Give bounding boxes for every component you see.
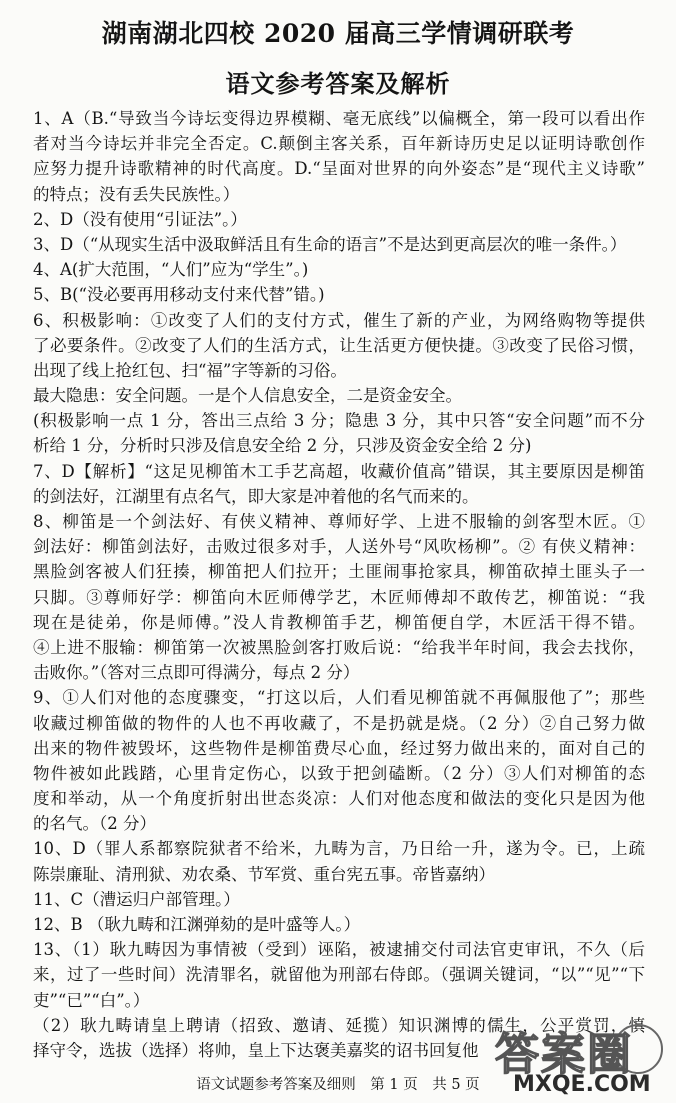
body-line: 13、（1）耿九畴因为事情被（受到）诬陷，被逮捕交付司法官吏审讯，不久（后: [33, 940, 645, 960]
body-line: 析给 1 分，分析时只涉及信息安全给 2 分，只涉及资金安全给 2 分): [33, 436, 532, 456]
body-line: 9、①人们对他的态度骤变，“打这以后，人们看见柳笛就不再佩服他了”；那些: [33, 688, 645, 708]
body-line: 11、C（漕运归户部管理。）: [33, 889, 240, 909]
body-line: 1、A（B.“导致当今诗坛变得边界模糊、毫无底线”以偏概全，第一段可以看出作: [33, 109, 645, 128]
body-line: 最大隐患：安全问题。一是个人信息安全，二是资金安全。: [33, 386, 462, 406]
body-line: 出来的物件被毁坏，这些物件是柳笛费尽心血，经过努力做出来的，面对自己的: [33, 738, 645, 758]
body-line: 5、B(“没必要再用移动支付来代替”错。): [33, 285, 325, 305]
body-line: 4、A(扩大范围，“人们”应为“学生”。): [33, 260, 309, 280]
watermark-url: MXQE.COM: [513, 1072, 651, 1097]
body-line: 8、柳笛是一个剑法好、有侠义精神、尊师好学、上进不服输的剑客型木匠。①: [33, 512, 645, 531]
body-line: 的剑法好，江湖里有点名气，即大家是冲着他的名气而来的。: [33, 486, 479, 506]
watermark-logo-text: 答案圈: [495, 1029, 633, 1080]
body-line: 来，过了一些时间）洗清罪名，就留他为刑部右侍郎。（强调关键词，“以”“见”“下: [33, 965, 645, 985]
body-line: 度和举动，从一个角度折射出世态炎凉：人们对他态度和做法的变化只是因为他: [33, 789, 645, 809]
body-line: 收藏过柳笛做的物件的人也不再收藏了，不是扔就是烧。（2 分）②自己努力做: [33, 713, 645, 733]
body-line: 择守令，选拔（选择）将帅，皇上下达褒美嘉奖的诏书回复他: [33, 1040, 479, 1060]
body-line: 2、D（没有使用“引证法”。）: [33, 209, 247, 229]
body-line: 了必要条件。②改变了人们的生活方式，让生活更方便快捷。③改变了民俗习惯，: [33, 335, 645, 355]
page-footer: 语文试题参考答案及细则 第 1 页 共 5 页: [196, 1077, 480, 1093]
body-line: 者对当今诗坛并非完全否定。C.颠倒主客关系，百年新诗历史足以证明诗歌创作: [33, 134, 645, 154]
body-line: 的名气。（2 分）: [33, 814, 156, 834]
body-line: 黑脸剑客被人们狂揍，柳笛把人们拉开；土匪闹事抢家具，柳笛砍掉土匪头子一: [33, 562, 645, 582]
body-line: 出现了线上抢红包、扫“福”字等新的习俗。: [33, 360, 347, 380]
body-line: 剑法好：柳笛剑法好，击败过很多对手，人送外号“风吹杨柳”。② 有侠义精神：: [33, 537, 645, 557]
document-subtitle: 语文参考答案及解析: [225, 69, 451, 98]
body-line: 只脚。③尊师好学：柳笛向木匠师傅学艺，木匠师傅却不敢传艺，柳笛说：“我: [33, 587, 645, 607]
document-title: 湖南湖北四校 2020 届高三学情调研联考: [101, 19, 575, 48]
body-line: 现在是徒弟，你是师傅。”没人肯教柳笛手艺，柳笛便自学，木匠活干得不错。: [33, 612, 645, 632]
body-line: 应努力提升诗歌精神的时代高度。D.“呈面对世界的向外姿态”是“现代主义诗歌”: [33, 159, 645, 179]
site-watermark: [495, 1012, 670, 1100]
body-line: 的特点；没有丢失民族性。）: [33, 184, 240, 204]
answer-body: [33, 106, 645, 1063]
body-line: 击败你。”（答对三点即可得满分，每点 2 分）: [33, 663, 360, 683]
body-line: (积极影响一点 1 分，答出三点给 3 分；隐患 3 分，其中只答“安全问题”而不分: [33, 411, 645, 431]
body-line: 12、B （耿九畴和江渊弹劾的是叶盛等人。）: [33, 915, 361, 934]
body-line: 物件被如此践踏，心里肯定伤心，以致于把剑磕断。（2 分）③人们对柳笛的态: [33, 763, 645, 783]
body-line: 3、D（“从现实生活中汲取鲜活且有生命的语言”不是达到更高层次的唯一条件。）: [33, 234, 627, 254]
body-line: 7、D【解析】“这足见柳笛木工手艺高超，收藏价值高”错误，其主要原因是柳笛: [33, 461, 645, 481]
body-line: （2）耿九畴请皇上聘请（招致、邀请、延揽）知识渊博的儒生，公平赏罚，慎: [33, 1015, 645, 1035]
body-line: ④上进不服输：柳笛第一次被黑脸剑客打败后说：“给我半年时间，我会去找你，: [33, 637, 645, 657]
body-line: 吏”“已”“白”。）: [33, 990, 150, 1010]
body-line: 陈崇廉耻、清刑狱、劝农桑、节军赏、重台宪五事。帝皆嘉纳）: [33, 864, 495, 884]
body-line: 10、D（罪人系都察院狱者不给米，九畴为言，乃日给一升，遂为令。已，上疏: [33, 839, 645, 859]
body-line: 6、积极影响：①改变了人们的支付方式，催生了新的产业，为网络购物等提供: [33, 310, 645, 330]
